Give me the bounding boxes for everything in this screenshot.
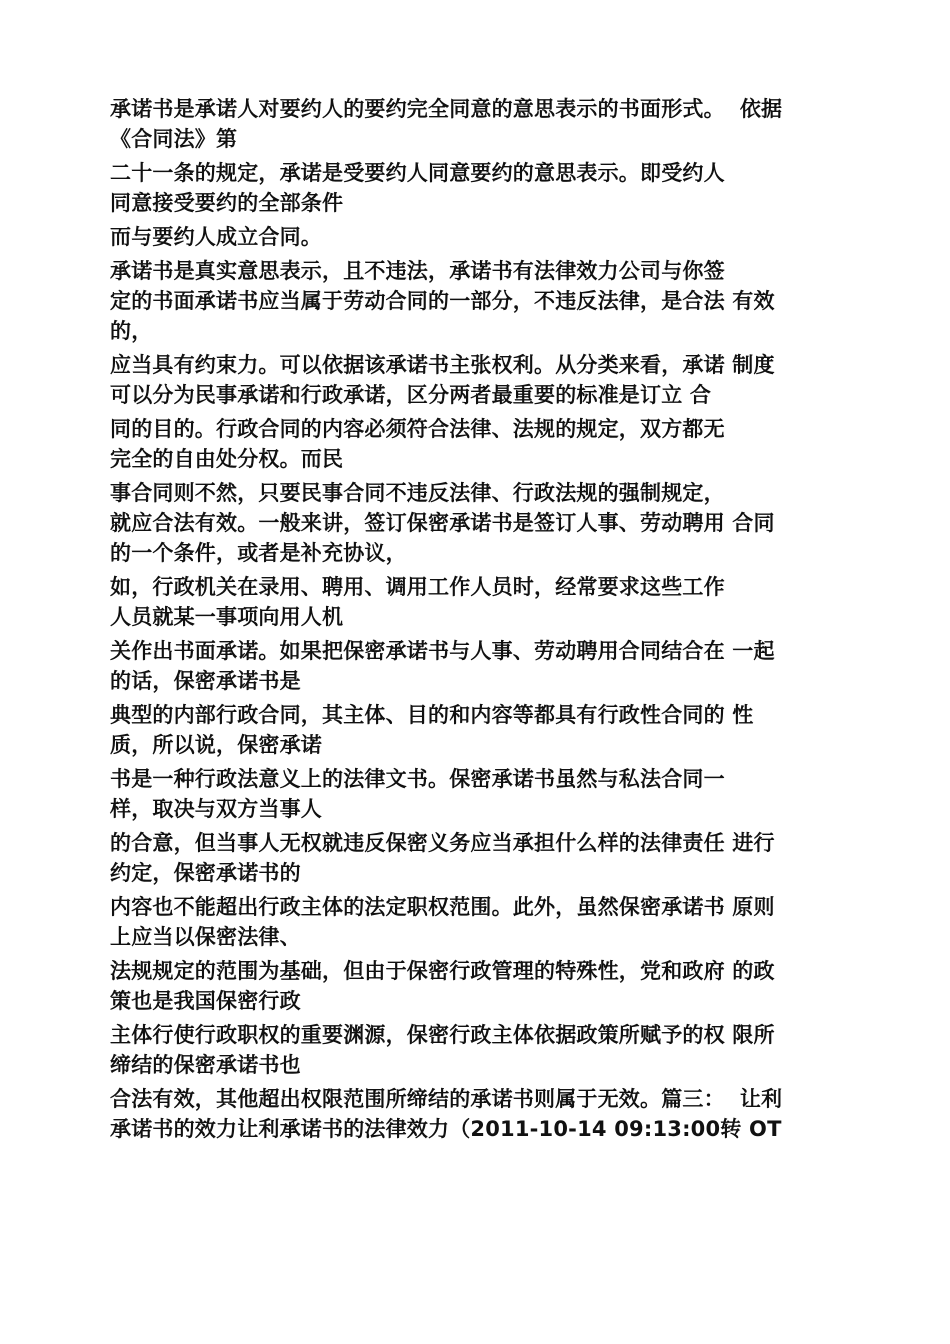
text-line: 同意接受要约的全部条件 [110, 191, 344, 215]
text-line: 二十一条的规定，承诺是受要约人同意要约的意思表示。即受约人 [110, 161, 725, 185]
text-line: 承诺书是真实意思表示，且不违法，承诺书有法律效力公司与你签 [110, 259, 725, 283]
text-line: 《合同法》第 [110, 127, 238, 151]
text-line: 书是一种行政法意义上的法律文书。保密承诺书虽然与私法合同一 [110, 767, 725, 791]
text-line: 事合同则不然，只要民事合同不违反法律、行政法规的强制规定， [110, 481, 725, 505]
text-line: 约定，保密承诺书的 [110, 861, 301, 885]
text-line: 就应合法有效。一般来讲，签订保密承诺书是签订人事、劳动聘用 合同 [110, 511, 775, 535]
text-line: 同的目的。行政合同的内容必须符合法律、法规的规定，双方都无 [110, 417, 725, 441]
text-line: 策也是我国保密行政 [110, 989, 301, 1013]
text-line: 人员就某一事项向用人机 [110, 605, 344, 629]
text-line: 的一个条件，或者是补充协议， [110, 541, 407, 565]
document-body [110, 94, 870, 1144]
text-line: 典型的内部行政合同，其主体、目的和内容等都具有行政性合同的 性 [110, 703, 754, 727]
text-line: 合法有效，其他超出权限范围所缔结的承诺书则属于无效。篇三： 让利 [110, 1087, 783, 1111]
text-line: 质，所以说，保密承诺 [110, 733, 322, 757]
text-line: 缔结的保密承诺书也 [110, 1053, 301, 1077]
text-line: 而与要约人成立合同。 [110, 225, 322, 249]
text-line: 的， [110, 319, 153, 343]
text-line: 的话，保密承诺书是 [110, 669, 301, 693]
text-line: 关作出书面承诺。如果把保密承诺书与人事、劳动聘用合同结合在 一起 [110, 639, 775, 663]
text-line: 承诺书是承诺人对要约人的要约完全同意的意思表示的书面形式。 依据 [110, 97, 783, 121]
text-line: 的合意，但当事人无权就违反保密义务应当承担什么样的法律责任 进行 [110, 831, 775, 855]
text-line: 法规规定的范围为基础，但由于保密行政管理的特殊性，党和政府 的政 [110, 959, 775, 983]
text-line: 上应当以保密法律、 [110, 925, 301, 949]
text-line: 承诺书的效力让利承诺书的法律效力（2011-10-14 09:13:00转 OT [110, 1117, 782, 1141]
text-line: 完全的自由处分权。而民 [110, 447, 344, 471]
text-line: 如，行政机关在录用、聘用、调用工作人员时，经常要求这些工作 [110, 575, 725, 599]
text-line: 应当具有约束力。可以依据该承诺书主张权利。从分类来看，承诺 制度 [110, 353, 775, 377]
text-line: 可以分为民事承诺和行政承诺，区分两者最重要的标准是订立 合 [110, 383, 712, 407]
text-line: 内容也不能超出行政主体的法定职权范围。此外，虽然保密承诺书 原则 [110, 895, 775, 919]
text-line: 定的书面承诺书应当属于劳动合同的一部分，不违反法律，是合法 有效 [110, 289, 775, 313]
text-line: 样，取决与双方当事人 [110, 797, 322, 821]
text-line: 主体行使行政职权的重要渊源，保密行政主体依据政策所赋予的权 限所 [110, 1023, 775, 1047]
